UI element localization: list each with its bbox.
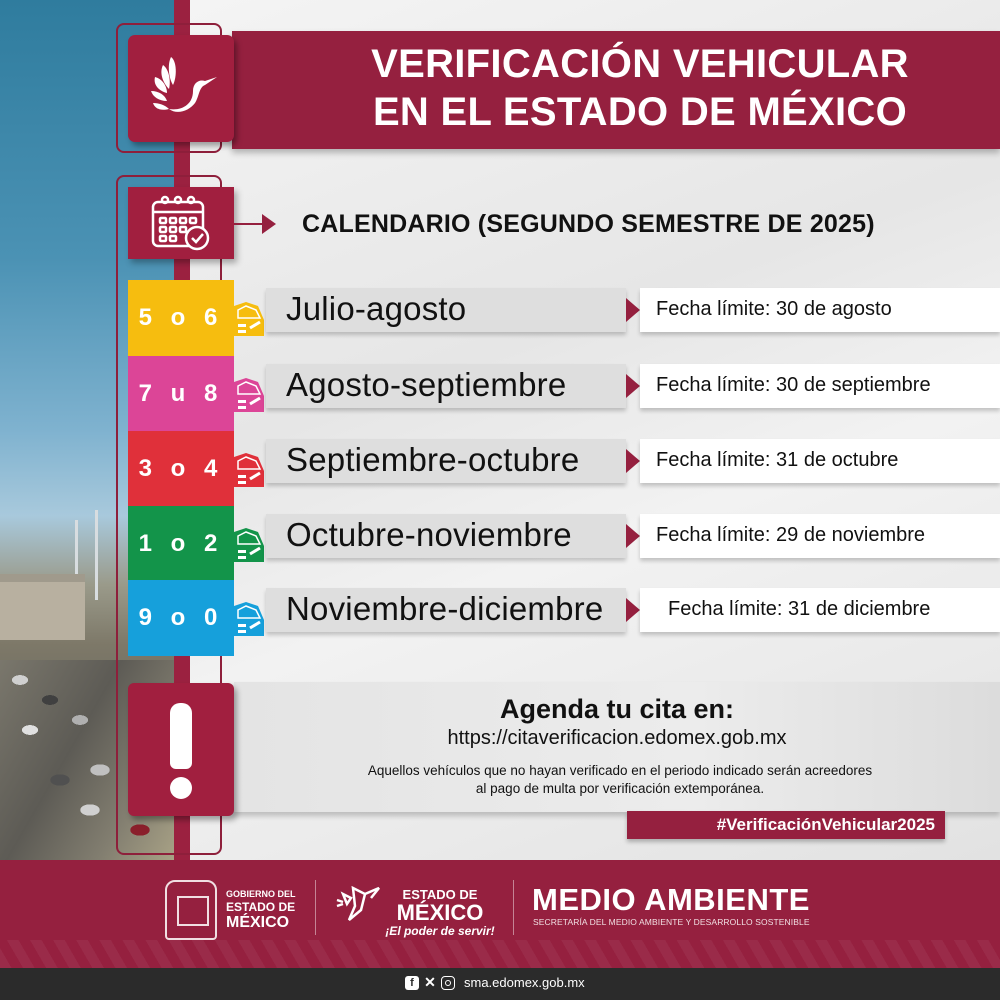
- exclamation-dot: [170, 777, 192, 799]
- car-icon: [232, 296, 266, 340]
- x-icon[interactable]: ✕: [424, 974, 436, 990]
- edomex-main: MÉXICO: [396, 900, 484, 925]
- state-seal-icon: [165, 880, 217, 940]
- edomex-top: ESTADO DE: [402, 887, 478, 902]
- calendar-title: CALENDARIO (SEGUNDO SEMESTRE DE 2025): [302, 210, 875, 238]
- bridge-structure: [0, 580, 85, 640]
- gov-mid: ESTADO DE: [226, 900, 296, 914]
- plate-digits: 3 o 4: [128, 431, 234, 507]
- page-title: [300, 40, 980, 136]
- car-icon: [232, 522, 266, 566]
- fine-notice-line-2: al pago de multa por verificación extemporánea.: [475, 781, 765, 796]
- divider: [513, 880, 514, 935]
- gov-large: MÉXICO: [226, 914, 290, 931]
- fine-notice-line-1: Aquellos vehículos que no hayan verificado en el periodo indicado serán acreedores: [367, 763, 873, 778]
- plate-digits: 9 o 0: [128, 580, 234, 656]
- ministry-subtitle: SECRETARÍA DEL MEDIO AMBIENTE Y DESARROLLO SOSTENIBLE: [533, 917, 810, 927]
- gov-small: GOBIERNO DEL: [226, 889, 296, 899]
- deadline-text: Fecha límite: 29 de noviembre: [656, 524, 926, 546]
- edomex-bird-icon: [335, 880, 385, 930]
- exclamation-icon: [170, 703, 192, 769]
- deadline-text: Fecha límite: 31 de octubre: [656, 449, 899, 471]
- schedule-row: [128, 506, 1000, 582]
- edomex-slogan: ¡El poder de servir!: [385, 924, 495, 938]
- arrow-line: [234, 223, 264, 225]
- agenda-title: Agenda tu cita en:: [499, 694, 735, 724]
- calendar-check-icon: [149, 194, 213, 252]
- month-range: Agosto-septiembre: [286, 366, 567, 403]
- divider: [315, 880, 316, 935]
- pointer-icon: [626, 449, 640, 473]
- schedule-row: [128, 280, 1000, 356]
- fine-notice: [290, 762, 950, 798]
- pointer-icon: [626, 374, 640, 398]
- car-icon: [232, 447, 266, 491]
- pointer-icon: [626, 298, 640, 322]
- car-icon: [232, 596, 266, 640]
- social-links: [405, 975, 585, 990]
- pointer-icon: [626, 598, 640, 622]
- month-range: Octubre-noviembre: [286, 516, 572, 553]
- pointer-icon: [626, 524, 640, 548]
- deadline-text: Fecha límite: 30 de septiembre: [656, 374, 931, 396]
- hashtag-badge: #VerificaciónVehicular2025: [627, 811, 945, 839]
- alert-box: [128, 683, 234, 816]
- ministry-title: MEDIO AMBIENTE: [532, 882, 810, 917]
- schedule-row: [128, 431, 1000, 507]
- plate-digits: 1 o 2: [128, 506, 234, 582]
- hummingbird-icon: [141, 49, 221, 129]
- facebook-icon[interactable]: f: [405, 976, 419, 990]
- deadline-text: Fecha límite: 31 de diciembre: [668, 598, 931, 620]
- footer-pattern: [0, 940, 1000, 968]
- title-line-2: EN EL ESTADO DE MÉXICO: [372, 90, 908, 134]
- appointment-link[interactable]: https://citaverificacion.edomex.gob.mx: [447, 727, 787, 749]
- schedule-row: [128, 356, 1000, 432]
- edomex-logo-text: [380, 887, 500, 938]
- logo-box: [128, 35, 234, 142]
- arrow-head-icon: [262, 214, 276, 234]
- deadline-text: Fecha límite: 30 de agosto: [656, 298, 892, 320]
- schedule-row: [128, 580, 1000, 656]
- month-range: Septiembre-octubre: [286, 441, 580, 478]
- gov-logo-text: [226, 888, 296, 932]
- title-line-1: VERIFICACIÓN VEHICULAR: [371, 42, 909, 86]
- plate-digits: 5 o 6: [128, 280, 234, 356]
- website-link[interactable]: sma.edomex.gob.mx: [464, 975, 585, 990]
- month-range: Noviembre-diciembre: [286, 590, 604, 627]
- car-icon: [232, 372, 266, 416]
- month-range: Julio-agosto: [286, 290, 467, 327]
- calendar-box: [128, 187, 234, 259]
- instagram-icon[interactable]: [441, 976, 455, 990]
- plate-digits: 7 u 8: [128, 356, 234, 432]
